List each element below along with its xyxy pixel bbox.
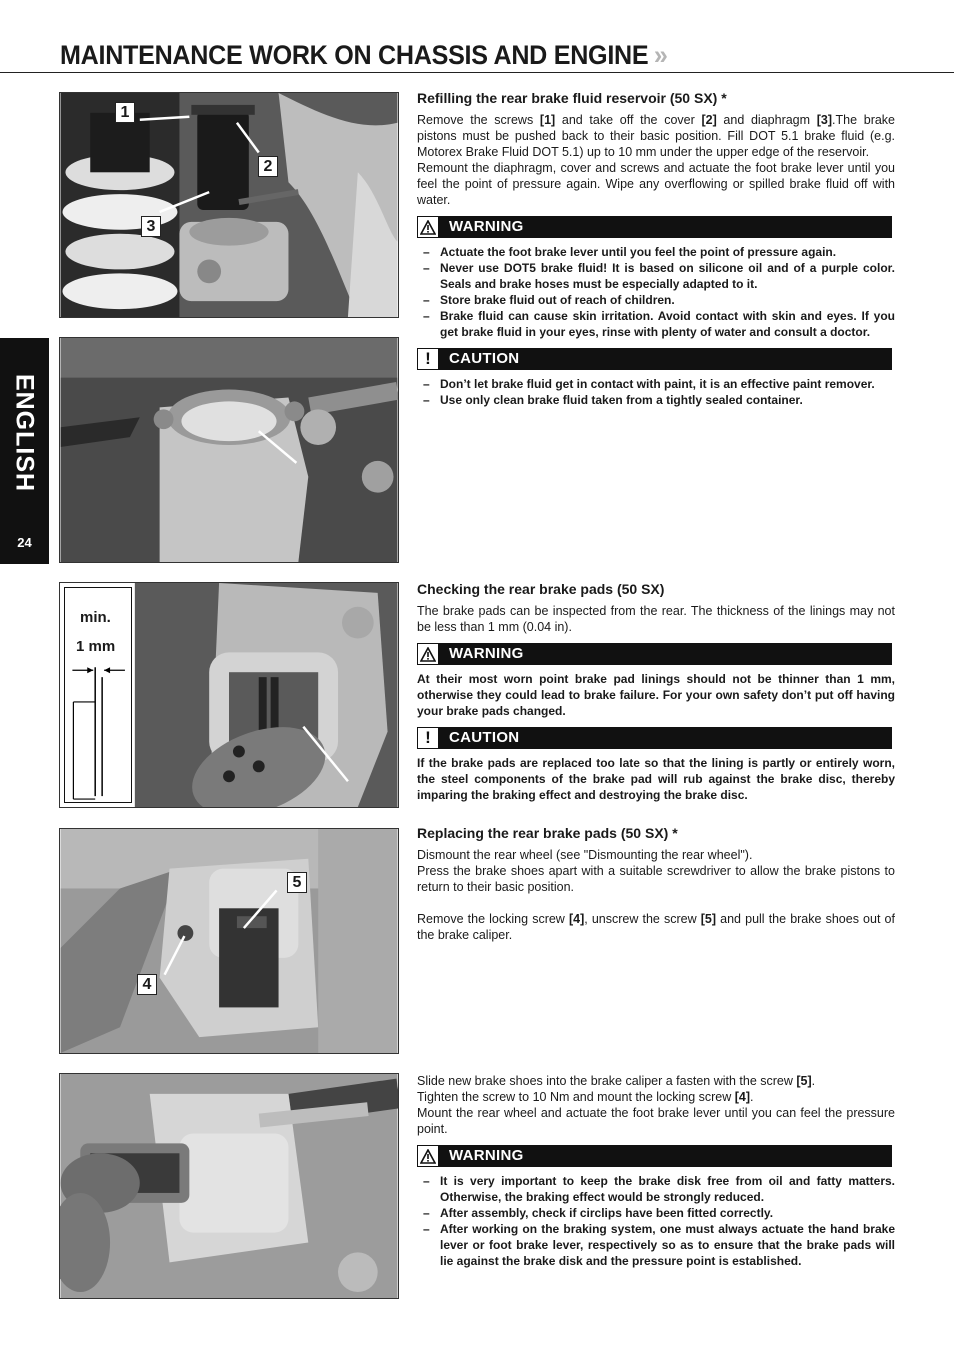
title-chevron-icon: » xyxy=(653,40,668,70)
language-tab xyxy=(0,338,49,564)
warning-triangle-icon xyxy=(417,643,439,665)
photo-new-brake-shoe xyxy=(59,1073,399,1299)
warning-triangle-icon xyxy=(417,216,439,238)
list-item: – Brake fluid can cause skin irritation. Avoid contact with skin and eyes. If you get brake fluid in your eyes, rinse with plenty of water and consult a doctor. xyxy=(417,308,895,340)
check-heading: Checking the rear brake pads (50 SX) xyxy=(417,581,665,597)
section-replace xyxy=(417,824,895,943)
photo-brake-reservoir xyxy=(59,92,399,318)
warning-label: WARNING xyxy=(449,1147,524,1164)
refill-para-1: Remove the screws [1] and take off the cover [2] and diaphragm [3].The brake pistons must be pushed back to their basic position. Fill DOT 5.1 brake fluid (e.g. Motorex Brake Fluid DOT 5.1) up to 10 mm under the upper edge of the reservoir. xyxy=(417,113,896,159)
title-rule xyxy=(0,72,954,73)
refill-heading: Refilling the rear brake fluid reservoir (50 SX) * xyxy=(417,90,727,106)
install-line-2: Tighten the screw to 10 Nm and mount the locking screw [4]. xyxy=(417,1090,754,1104)
refill-para-2: Remount the diaphragm, cover and screws and actuate the foot brake lever until you feel the point of pressure again. Wipe any overflowing or spilled brake fluid off with water. xyxy=(417,161,895,207)
list-item: – After assembly, check if circlips have been fitted correctly. xyxy=(417,1205,895,1221)
new-brake-shoe-illustration xyxy=(60,1074,398,1298)
warning-bar xyxy=(417,643,892,665)
callout-1: 1 xyxy=(115,102,135,123)
install-line-3: Mount the rear wheel and actuate the foot brake lever until you can feel the pressure point. xyxy=(417,1106,895,1136)
list-item: – Store brake fluid out of reach of children. xyxy=(417,292,895,308)
caliper-screws-illustration xyxy=(60,829,398,1053)
photo-brake-pads xyxy=(59,582,399,808)
exclamation-icon: ! xyxy=(417,348,439,370)
section-refill xyxy=(417,89,895,408)
warning-label: WARNING xyxy=(449,645,524,662)
replace-line-2: Press the brake shoes apart with a suitable screwdriver to allow the brake pistons to return to their basic position. xyxy=(417,864,895,894)
warning-label: WARNING xyxy=(449,218,524,235)
callout-4: 4 xyxy=(137,974,157,995)
list-item: – Use only clean brake fluid taken from a tightly sealed container. xyxy=(417,392,895,408)
check-caution-text: If the brake pads are replaced too late so that the lining is partly or entirely worn, the steel components of the brake pad will rub against the brake disc, thereby imparing the braking effect and destroying the brake disc. xyxy=(417,756,895,802)
list-item: – Actuate the foot brake lever until you feel the point of pressure again. xyxy=(417,244,895,260)
replace-heading: Replacing the rear brake pads (50 SX) * xyxy=(417,825,678,841)
install-warning-list xyxy=(417,1173,895,1269)
caution-bar xyxy=(417,348,892,370)
warning-bar xyxy=(417,216,892,238)
page-title xyxy=(60,40,668,71)
open-reservoir-illustration xyxy=(60,338,398,562)
photo-caliper-screws xyxy=(59,828,399,1054)
callout-2: 2 xyxy=(258,156,278,177)
list-item: – It is very important to keep the brake disk free from oil and fatty matters. Otherwise, the braking effect would be strongly reduced. xyxy=(417,1173,895,1205)
caution-label: CAUTION xyxy=(449,350,520,367)
exclamation-icon: ! xyxy=(417,727,439,749)
photo-open-reservoir xyxy=(59,337,399,563)
callout-3: 3 xyxy=(141,216,161,237)
list-item: – After working on the braking system, one must always actuate the hand brake lever or foot brake lever, respectively so as to ensure that the brake pads will lie against the brake disk and the pressure point is established. xyxy=(417,1221,895,1269)
section-install xyxy=(417,1073,895,1269)
caution-bar xyxy=(417,727,892,749)
list-item: – Don’t let brake fluid get in contact with paint, it is an effective paint remover. xyxy=(417,376,895,392)
caution-label: CAUTION xyxy=(449,729,520,746)
min-label: min. xyxy=(80,609,111,626)
page-title-text: MAINTENANCE WORK ON CHASSIS AND ENGINE xyxy=(60,40,649,70)
refill-warning-list xyxy=(417,244,895,340)
check-para: The brake pads can be inspected from the rear. The thickness of the linings may not be less than 1 mm (0.04 in). xyxy=(417,604,895,634)
refill-caution-list xyxy=(417,376,895,408)
install-line-1: Slide new brake shoes into the brake caliper a fasten with the screw [5]. xyxy=(417,1074,816,1088)
list-item: – Never use DOT5 brake fluid! It is based on silicone oil and of a purple color. Seals and brake hoses must be especially adapted to it. xyxy=(417,260,895,292)
warning-triangle-icon xyxy=(417,1145,439,1167)
check-warning-text: At their most worn point brake pad linings should not be thinner than 1 mm, otherwise they could lead to brake failure. For your own safety don’t put off having your brake pads changed. xyxy=(417,672,895,718)
replace-para-3: Remove the locking screw [4], unscrew the screw [5] and pull the brake shoes out of the brake caliper. xyxy=(417,912,895,942)
callout-5: 5 xyxy=(287,872,307,893)
min-value: 1 mm xyxy=(76,638,116,655)
language-label: ENGLISH xyxy=(10,373,39,493)
section-check xyxy=(417,580,895,803)
reservoir-illustration xyxy=(60,93,398,317)
warning-bar xyxy=(417,1145,892,1167)
replace-line-1: Dismount the rear wheel (see "Dismounting the rear wheel"). xyxy=(417,848,753,862)
page-number: 24 xyxy=(17,535,32,550)
